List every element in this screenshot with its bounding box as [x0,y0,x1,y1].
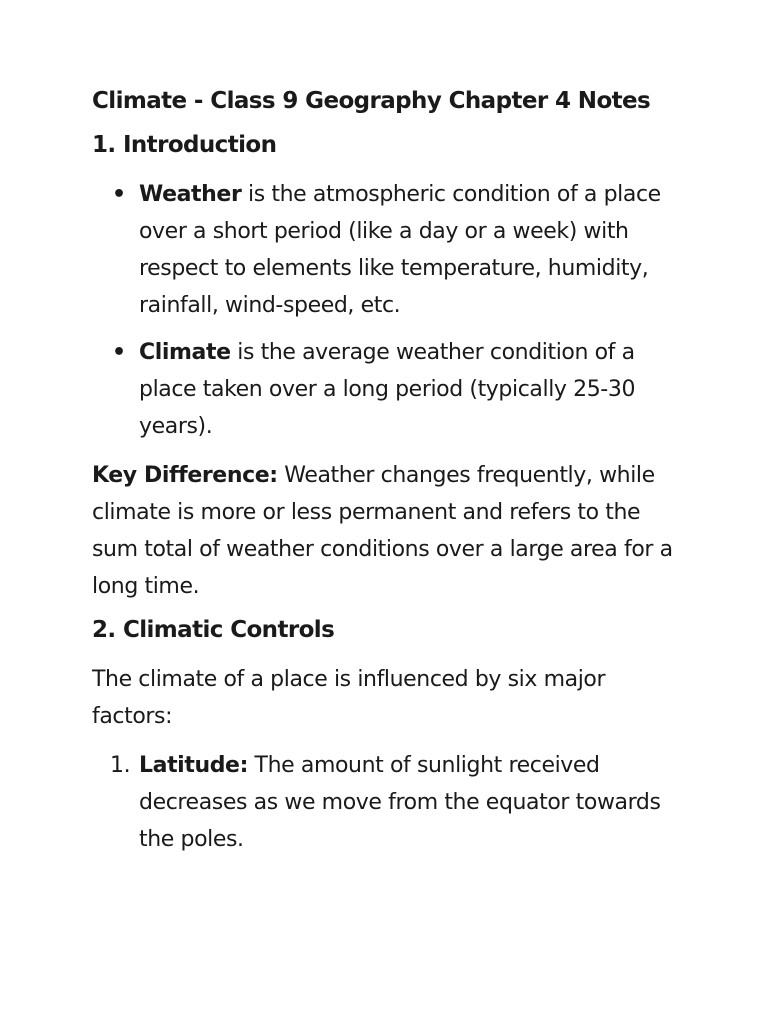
bullet-item-weather [92,176,688,324]
term-weather: Weather [139,182,242,207]
term-climate: Climate [139,340,231,365]
list-item-latitude [92,747,688,858]
term-latitude: Latitude: [139,753,248,778]
introduction-bullet-list [92,176,688,445]
section-heading-climatic-controls: 2. Climatic Controls [92,617,335,643]
bullet-marker: • [112,340,126,365]
definition-weather: is the atmospheric condition of a place over a short period (like a day or a week) with respect to elements like temperature, humidity, rainfall, wind-speed, etc. [139,182,661,318]
bullet-marker: • [112,182,126,207]
list-number: 1. [110,753,131,778]
climatic-controls-list [92,747,688,858]
bullet-item-climate [92,334,688,445]
key-difference-paragraph [92,457,688,605]
key-difference-label: Key Difference: [92,463,278,488]
page-title: Climate - Class 9 Geography Chapter 4 Notes [92,88,651,114]
definition-latitude: The amount of sunlight received decreases as we move from the equator towards the poles. [139,753,661,852]
section-heading-introduction: 1. Introduction [92,132,277,158]
key-difference-text: Weather changes frequently, while climate is more or less permanent and refers to the sum total of weather conditions over a large area for a long time. [92,463,673,599]
climatic-controls-intro: The climate of a place is influenced by six major factors: [92,667,606,729]
definition-climate: is the average weather condition of a place taken over a long period (typically 25-30 years). [139,340,636,439]
